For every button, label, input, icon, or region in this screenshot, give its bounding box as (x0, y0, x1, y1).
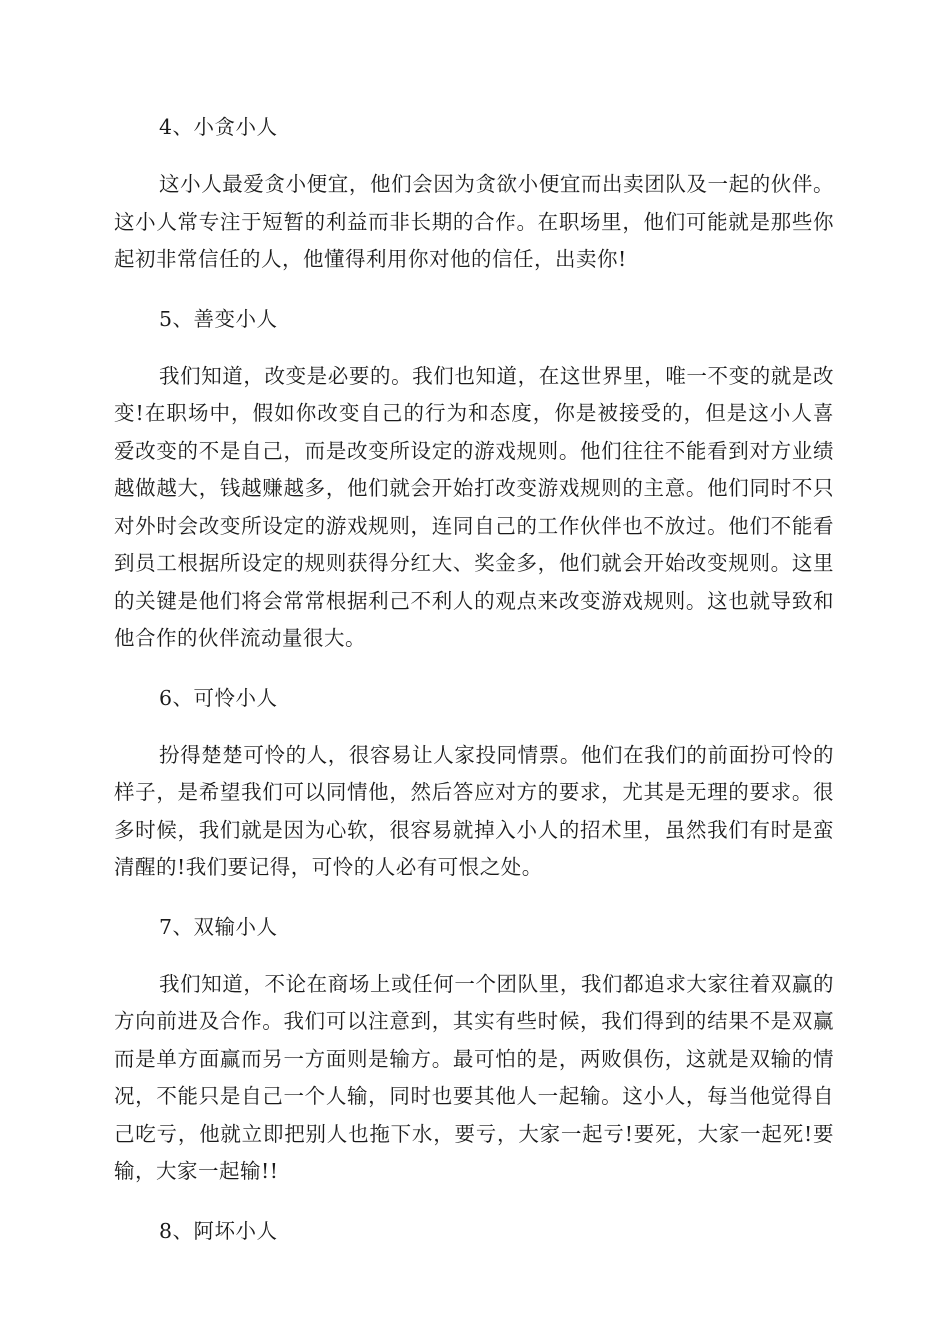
document-body (114, 109, 834, 1249)
section-heading-4: 4、小贪小人 (159, 115, 278, 139)
section-paragraph-5: 我们知道，改变是必要的。我们也知道，在这世界里，唯一不变的就是改变!在职场中，假如你改变自己的行为和态度，你是被接受的，但是这小人喜爱改变的不是自己，而是改变所设定的游戏规则。他们往往不能看到对方业绩越做越大，钱越赚越多，他们就会开始打改变游戏规则的主意。他们同时不只对外时会改变所设定的游戏规则，连同自己的工作伙伴也不放过。他们不能看到员工根据所设定的规则获得分红大、奖金多，他们就会开始改变规则。这里的关键是他们将会常常根据利己不利人的观点来改变游戏规则。这也就导致和他合作的伙伴流动量很大。 (114, 363, 834, 650)
section-heading-6: 6、可怜小人 (159, 685, 278, 710)
section-heading-7: 7、双输小人 (159, 914, 278, 939)
section-paragraph-4: 这小人最爱贪小便宜，他们会因为贪欲小便宜而出卖团队及一起的伙伴。这小人常专注于短暂的利益而非长期的合作。在职场里，他们可能就是那些你起初非常信任的人，他懂得利用你对他的信任，出卖你! (114, 172, 834, 271)
section-paragraph-7: 我们知道，不论在商场上或任何一个团队里，我们都追求大家往着双赢的方向前进及合作。我们可以注意到，其实有些时候，我们得到的结果不是双赢而是单方面赢而另一方面则是输方。最可怕的是，两败俱伤，这就是双输的情况，不能只是自己一个人输，同时也要其他人一起输。这小人，每当他觉得自己吃亏，他就立即把别人也拖下水，要亏，大家一起亏!要死，大家一起死!要输，大家一起输!! (114, 971, 834, 1183)
section-heading-8: 8、阿坏小人 (159, 1218, 278, 1243)
section-paragraph-6: 扮得楚楚可怜的人，很容易让人家投同情票。他们在我们的前面扮可怜的样子，是希望我们可以同情他，然后答应对方的要求，尤其是无理的要求。很多时候，我们就是因为心软，很容易就掉入小人的招术里，虽然我们有时是蛮清醒的!我们要记得，可怜的人必有可恨之处。 (114, 742, 834, 879)
section-heading-5: 5、善变小人 (159, 306, 278, 331)
